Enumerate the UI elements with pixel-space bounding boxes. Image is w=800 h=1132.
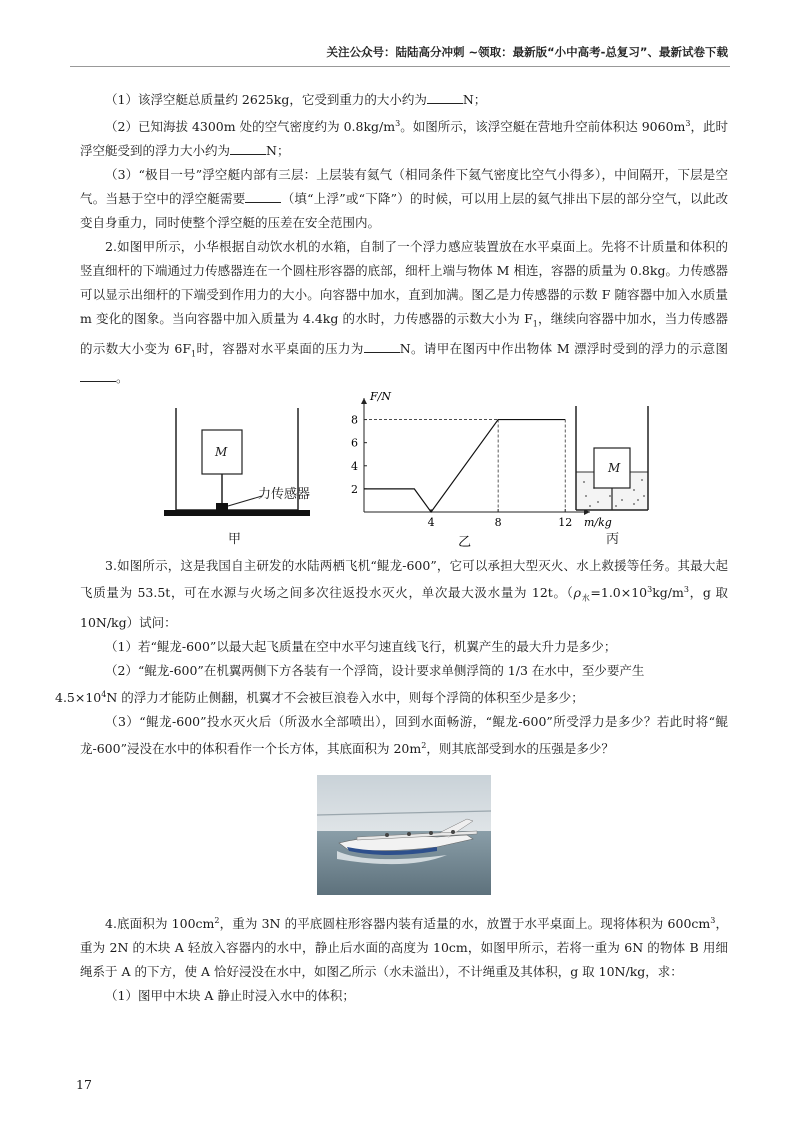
chart-title: 乙 [458,535,472,551]
figure-bing-label: 丙 [606,532,620,548]
q2-text: 2.如图甲所示，小华根据自动饮水机的水箱，自制了一个浮力感应装置放在水平桌面上。先将不计质量和体积的竖直细杆的下端通过力传感器连在一个圆柱形容器的底部，细杆上端与物体 M 相连，容器的质量为 0.8kg。力传感器可以显示出细杆的下端受到作用力的大小。向容器中加水，直到加满。图乙是力传感器的示数 F 随容器中加入水质量 m 变化的图象。当向容器中加入质量为 4.4kg 的水时，力传感器的示数大小为 $F_1$，继续向容器中加水，当力传感器的示数大小变为 $6F_1$时，容器对水平桌面的压力为 N。请甲在图丙中作出物体 M 漂浮时受到的浮力的示意图。 [80,239,728,386]
answer-blank[interactable] [245,188,281,203]
aircraft-photo [317,775,491,895]
figure-jia-label: 甲 [228,532,242,548]
header-rule [70,66,730,67]
table-base [164,510,310,516]
answer-blank[interactable] [80,367,116,382]
force-sensor [216,503,228,510]
object-label: M [608,461,621,476]
q1-part2: （2）已知海拔 4300m 处的空气密度约为 $0.8kg/m^3$。如图所示，该浮空艇在营地升空前体积达 $9060m^3$，此时浮空艇受到的浮力大小约为 N； [80,119,728,159]
sensor-label: 力传感器 [258,487,311,503]
x-tick-label: 4 [427,516,435,530]
y-axis-arrow [361,398,367,404]
y-axis-label: F/N [370,390,391,404]
q4-text: 4.底面积为 $100cm^2$，重为 3N 的平底圆柱形容器内装有适量的水，放置于水平桌面上。现将体积为 $600cm^3$，重为 2N 的木块 A 轻放入容器内的水中，静止后水面的高度为 10cm，如图甲所示，若将一重为 6N 的物体 B 用细绳系于 A 的下方，使 A 恰好浸没在水中，如图乙所示（水未溢出），不计绳重及其体积，g 取 10N/kg，求： [80,916,728,980]
q3-part2: （2）“鲲龙-600”在机翼两侧下方各装有一个浮筒，设计要求单侧浮筒的 1/3 在水中，至少要产生 $4.5\times 10^4N$ 的浮力才能防止侧翻，机翼才不会被巨浪卷入水中，则每个浮筒的体积至少是多少； [55,662,645,705]
page-header: 关注公众号：陆陆高分冲刺 ~领取：最新版“小中高考-总复习”、最新试卷下载 [326,45,728,59]
series-line [364,420,565,512]
object-label: M [215,445,228,460]
document-body [55,88,729,1008]
q3-part3: （3）“鲲龙-600”投水灭火后（所汲水全部喷出），回到水面畅游，“鲲龙-600”所受浮力是多少？若此时将“鲲龙-600”浸没在水中的体积看作一个长方体，其底面积为 $20m^2$，则其底部受到水的压强是多少？ [80,713,728,757]
answer-blank[interactable] [230,140,266,155]
y-tick-label: 6 [351,436,358,450]
q1-part3: （3）“极目一号”浮空艇内部有三层：上层装有氦气（相同条件下氦气密度比空气小得多），中间隔开，下层是空气。当悬于空中的浮空艇需要 （填“上浮”或“下降”）的时候，可以用上层的氦气排出下层的部分空气，以此改变自身重力，同时使整个浮空艇的压差在安全范围内。 [80,167,728,231]
y-tick-label: 8 [351,413,358,427]
x-tick-label: 8 [494,516,502,530]
y-tick-label: 4 [351,459,358,473]
q3-part1: （1）若“鲲龙-600”以最大起飞质量在空中水平匀速直线飞行，机翼产生的最大升力是多少； [105,638,617,654]
q2-figures [80,390,728,551]
page-number: 17 [76,1077,92,1092]
figure-jia [158,400,311,548]
q1-part1: （1）该浮空艇总质量约 2625kg，它受到重力的大小约为 N； [80,88,728,112]
q3-text: 3.如图所示，这是我国自主研发的水陆两栖飞机“鲲龙-600”，它可以承担大型灭火、水上救援等任务。其最大起飞质量为 53.5t，可在水源与火场之间多次往返投水灭火，单次最大汲水量为 12t。（$\rho_水=1.0\times 10^3kg/m^3$，g 取10N/kg）试问： [80,558,729,630]
answer-blank[interactable] [364,338,400,353]
answer-blank[interactable] [427,89,463,104]
y-tick-label: 2 [351,483,358,497]
x-tick-label: 12 [558,516,573,530]
figure-yi-chart [312,390,612,551]
sensor-pointer [228,496,262,506]
q4-part1: （1）图甲中木块 A 静止时浸入水中的体积； [105,988,355,1004]
x-axis-label: m/kg [584,516,612,530]
